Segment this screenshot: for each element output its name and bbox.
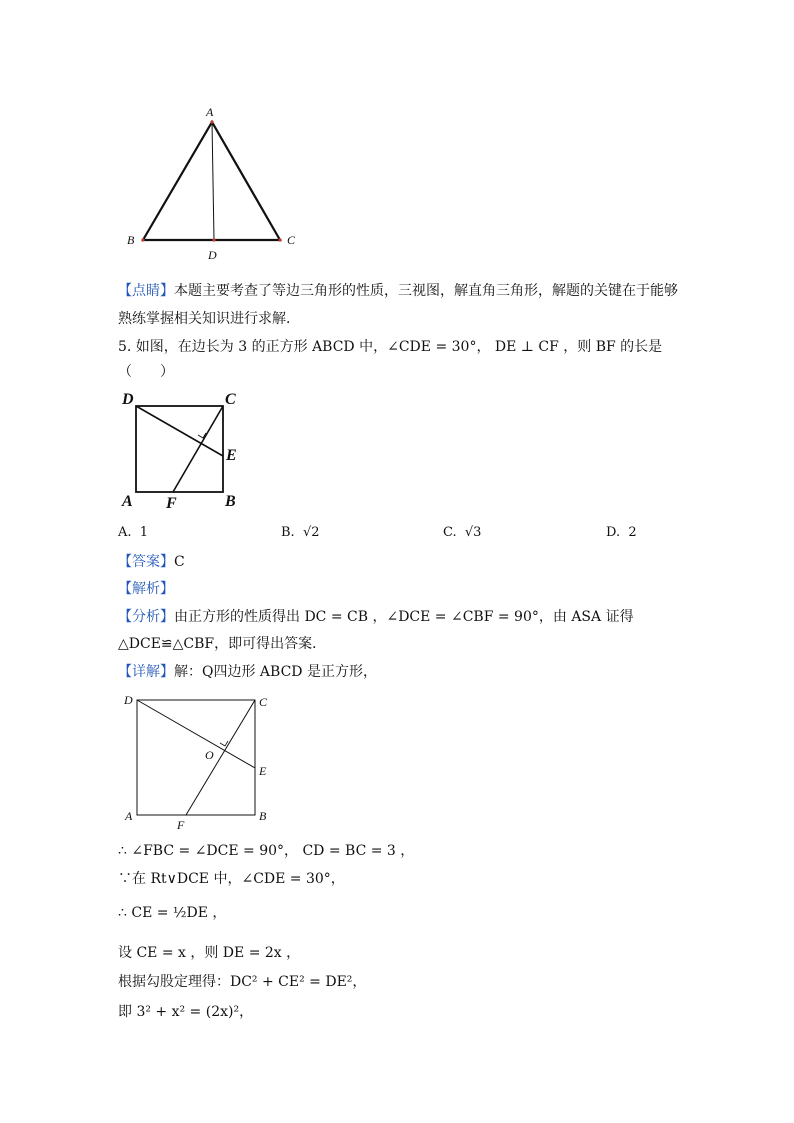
detail-line (118, 662, 377, 682)
right-angle-mark-2 (220, 741, 228, 746)
label-d: D (208, 248, 217, 262)
step-1: ∴ ∠FBC = ∠DCE = 90°， CD = BC = 3 ， (118, 843, 415, 859)
question-stem: 5. 如图，在边长为 3 的正方形 ABCD 中，∠CDE = 30°， DE ⊥ CF ，则 BF 的长是 (118, 339, 663, 355)
answer-tag: 【答案】 (118, 554, 174, 570)
answer-line (118, 552, 185, 572)
fenxi-text1: 由正方形的性质得出 DC = CB ，∠DCE = ∠CBF = 90°，由 ASA 证得 (174, 609, 634, 625)
segment-cf-2 (186, 700, 255, 815)
label-f: F (177, 818, 185, 832)
point-a (210, 120, 213, 123)
label-b: B (259, 809, 267, 823)
segment-de-2 (137, 700, 255, 768)
triangle-abc (143, 122, 280, 240)
dianjing-tag: 【点睛】 (118, 283, 174, 299)
label-b: B (225, 493, 236, 510)
square-figure-solution (118, 688, 278, 833)
median-ad (212, 122, 214, 240)
option-c-value: √3 (464, 525, 482, 540)
triangle-figure (110, 100, 310, 270)
dianjing-text1: 本题主要考查了等边三角形的性质，三视图，解直角三角形，解题的关键在于能够 (174, 283, 678, 299)
label-a: A (206, 105, 214, 119)
option-a[interactable] (118, 523, 148, 543)
label-c: C (287, 233, 296, 247)
question-paren: （ ） (118, 364, 174, 380)
fenxi-line1 (118, 607, 634, 627)
option-c[interactable] (443, 523, 481, 543)
step-2: ∵在 Rt∨DCE 中，∠CDE = 30°， (118, 871, 345, 887)
step-3: ∴ CE = ½DE ， (118, 905, 227, 921)
label-f: F (166, 495, 177, 511)
fenxi-tag: 【分析】 (118, 609, 174, 625)
label-d: D (124, 693, 133, 707)
step-6: 即 3² + x² = (2x)²， (118, 1004, 254, 1020)
option-a-label: A. (118, 525, 132, 540)
option-c-label: C. (443, 525, 457, 540)
option-b-value: √2 (302, 525, 320, 540)
label-c: C (225, 391, 236, 408)
option-b[interactable] (281, 523, 320, 543)
answer-value: C (174, 554, 185, 570)
label-c: C (259, 695, 268, 709)
option-d-label: D. (606, 525, 621, 540)
analysis-tag: 【解析】 (118, 581, 174, 597)
step-4: 设 CE = x ，则 DE = 2x ， (118, 945, 301, 961)
label-d: D (122, 391, 134, 408)
segment-de (136, 406, 223, 456)
segment-cf (173, 406, 223, 492)
dianjing-line1 (118, 281, 678, 301)
point-d (212, 238, 215, 241)
label-a: A (125, 809, 133, 823)
detail-tag: 【详解】 (118, 664, 174, 680)
point-b (141, 238, 144, 241)
step-5: 根据勾股定理得：DC² + CE² = DE²， (118, 974, 367, 990)
option-b-label: B. (281, 525, 295, 540)
detail-text: 解：Q四边形 ABCD 是正方形， (174, 664, 377, 680)
option-a-value: 1 (139, 525, 149, 540)
label-e: E (226, 447, 237, 464)
label-e: E (259, 764, 267, 778)
label-b: B (127, 233, 135, 247)
square-figure-q5 (118, 386, 258, 511)
option-d-value: 2 (628, 525, 637, 540)
fenxi-text2: △DCE≌△CBF，即可得出答案． (118, 636, 327, 652)
label-a: A (122, 493, 133, 510)
option-d[interactable] (606, 523, 637, 543)
label-o: O (205, 748, 214, 762)
point-c (278, 238, 281, 241)
dianjing-text2: 熟练掌握相关知识进行求解． (118, 311, 300, 327)
